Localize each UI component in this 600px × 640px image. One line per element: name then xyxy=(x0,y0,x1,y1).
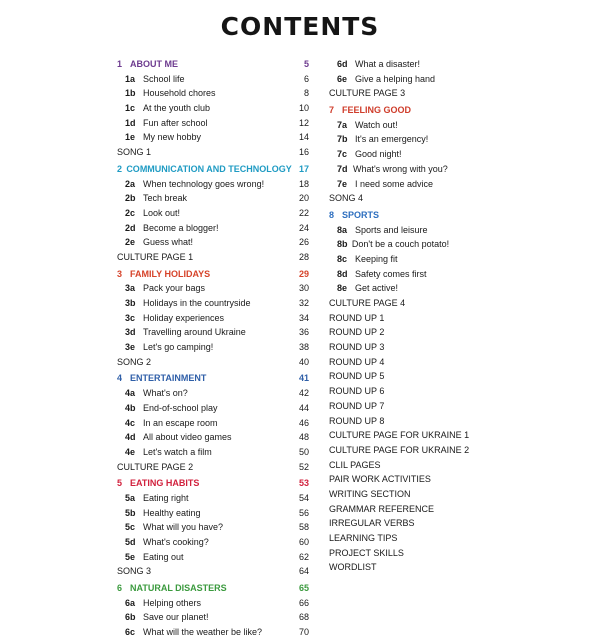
entry-title: ROUND UP 6 xyxy=(329,386,385,397)
section-entry[interactable] xyxy=(329,296,469,311)
entry-title: ABOUT ME xyxy=(130,59,178,69)
lesson-code: 5d xyxy=(125,537,136,547)
lesson-code: 7d xyxy=(337,163,348,174)
lesson-entry[interactable] xyxy=(117,101,309,116)
section-entry[interactable] xyxy=(329,458,469,473)
section-entry[interactable] xyxy=(329,355,469,370)
entry-title: CULTURE PAGE 1 xyxy=(117,251,194,262)
entry-title: CLIL PAGES xyxy=(329,459,381,470)
unit-heading[interactable] xyxy=(117,162,309,177)
contents-column-left xyxy=(117,57,309,640)
page-number: 8 xyxy=(303,88,309,99)
section-entry[interactable] xyxy=(329,311,469,326)
lesson-entry[interactable] xyxy=(329,252,469,267)
page-number: 24 xyxy=(298,222,309,233)
page-number: 42 xyxy=(298,388,309,399)
entry-title: Save our planet! xyxy=(143,612,209,623)
lesson-entry[interactable] xyxy=(117,596,309,611)
page-title: CONTENTS xyxy=(220,12,380,41)
section-entry[interactable] xyxy=(329,325,469,340)
page-number: 48 xyxy=(298,432,309,443)
entry-title: When technology goes wrong! xyxy=(143,178,265,189)
entry-title: LEARNING TIPS xyxy=(329,533,398,543)
lesson-code: 8a xyxy=(337,224,348,235)
entry-title: CULTURE PAGE FOR UKRAINE 1 xyxy=(329,430,470,441)
entry-title: Eating right xyxy=(143,492,189,503)
page-number: 44 xyxy=(298,402,309,413)
entry-title: What a disaster! xyxy=(355,59,421,69)
section-entry[interactable] xyxy=(329,428,469,443)
entry-title: Become a blogger! xyxy=(143,222,219,233)
entry-title: Pack your bags xyxy=(143,283,206,294)
entry-title: What will you have? xyxy=(143,522,224,533)
entry-title: In an escape room xyxy=(143,417,218,428)
lesson-entry[interactable] xyxy=(117,386,309,401)
entry-title: All about video games xyxy=(143,432,232,443)
lesson-entry[interactable] xyxy=(329,162,469,177)
entry-title: Household chores xyxy=(143,88,216,99)
unit-heading[interactable] xyxy=(117,371,309,386)
lesson-code: 8c xyxy=(337,253,348,264)
lesson-entry[interactable] xyxy=(117,130,309,145)
unit-heading[interactable] xyxy=(117,57,309,72)
unit-number: 7 xyxy=(329,105,335,116)
lesson-code: 7c xyxy=(337,149,348,160)
lesson-entry[interactable] xyxy=(117,430,309,445)
section-entry[interactable] xyxy=(117,250,309,265)
section-entry[interactable] xyxy=(329,546,469,561)
entry-title: Healthy eating xyxy=(143,507,201,518)
lesson-code: 1e xyxy=(125,132,136,143)
entry-title: ROUND UP 7 xyxy=(329,400,385,411)
entry-title: Keeping fit xyxy=(355,253,398,264)
page-number: 29 xyxy=(298,268,309,279)
lesson-entry[interactable] xyxy=(329,57,469,72)
unit-heading[interactable] xyxy=(117,267,309,282)
page-number: 68 xyxy=(298,612,309,623)
section-entry[interactable] xyxy=(329,191,469,206)
lesson-code: 6b xyxy=(125,612,136,623)
entry-title: Holiday experiences xyxy=(143,312,225,323)
entry-title: ROUND UP 3 xyxy=(329,342,385,353)
lesson-code: 4b xyxy=(125,402,136,413)
contents-column-right xyxy=(329,57,469,575)
entry-title: PAIR WORK ACTIVITIES xyxy=(329,474,431,485)
lesson-entry[interactable] xyxy=(117,296,309,311)
page-number: 17 xyxy=(298,163,309,174)
section-entry[interactable] xyxy=(329,472,469,487)
page-number: 36 xyxy=(298,327,309,338)
lesson-entry[interactable] xyxy=(117,86,309,101)
section-entry[interactable] xyxy=(117,355,309,370)
entry-title: SONG 2 xyxy=(117,356,152,367)
lesson-entry[interactable] xyxy=(329,267,469,282)
lesson-entry[interactable] xyxy=(117,191,309,206)
entry-title: Tech break xyxy=(143,193,188,204)
lesson-entry[interactable] xyxy=(117,177,309,192)
lesson-code: 1a xyxy=(125,73,136,84)
entry-title: At the youth club xyxy=(143,103,211,114)
page-number: 28 xyxy=(298,251,309,262)
unit-number: 4 xyxy=(117,373,123,384)
entry-title: Get active! xyxy=(355,283,399,294)
lesson-code: 2c xyxy=(125,207,136,218)
section-entry[interactable] xyxy=(329,399,469,414)
lesson-entry[interactable] xyxy=(329,147,469,162)
lesson-code: 2a xyxy=(125,178,136,189)
lesson-entry[interactable] xyxy=(117,72,309,87)
lesson-entry[interactable] xyxy=(117,235,309,250)
lesson-code: 8e xyxy=(337,283,348,294)
lesson-entry[interactable] xyxy=(117,610,309,625)
page-number: 38 xyxy=(298,342,309,353)
entry-title: Safety comes first xyxy=(355,268,427,279)
lesson-entry[interactable] xyxy=(329,281,469,296)
entry-title: ROUND UP 5 xyxy=(329,371,385,382)
page-number: 32 xyxy=(298,298,309,308)
page-number: 70 xyxy=(298,627,309,638)
entry-title: ROUND UP 1 xyxy=(329,312,385,323)
lesson-entry[interactable] xyxy=(117,325,309,340)
lesson-code: 5a xyxy=(125,492,136,503)
lesson-entry[interactable] xyxy=(117,520,309,535)
lesson-entry[interactable] xyxy=(329,237,469,252)
lesson-code: 3d xyxy=(125,327,136,338)
entry-title: PROJECT SKILLS xyxy=(329,547,404,558)
lesson-code: 6a xyxy=(125,597,136,608)
lesson-entry[interactable] xyxy=(329,177,469,192)
page-number: 58 xyxy=(298,522,309,533)
entry-title: Eating out xyxy=(143,551,184,562)
section-entry[interactable] xyxy=(329,443,469,458)
lesson-entry[interactable] xyxy=(329,223,469,238)
lesson-code: 5e xyxy=(125,551,136,562)
lesson-code: 4e xyxy=(125,446,136,457)
page-number: 18 xyxy=(298,178,309,189)
section-entry[interactable] xyxy=(329,384,469,399)
page-number: 66 xyxy=(298,597,309,608)
lesson-code: 3e xyxy=(125,342,136,353)
page-number: 64 xyxy=(298,566,309,577)
entry-title: FAMILY HOLIDAYS xyxy=(130,268,211,279)
entry-title: End-of-school play xyxy=(143,402,218,413)
lesson-entry[interactable] xyxy=(117,340,309,355)
lesson-code: 4c xyxy=(125,417,136,428)
lesson-code: 3b xyxy=(125,298,136,308)
unit-heading[interactable] xyxy=(329,208,469,223)
entry-title: Good night! xyxy=(355,149,402,160)
entry-title: Travelling around Ukraine xyxy=(143,327,246,338)
entry-title: Helping others xyxy=(143,597,202,608)
page-number: 10 xyxy=(298,103,309,114)
section-entry[interactable] xyxy=(117,145,309,160)
page-number: 5 xyxy=(303,59,309,69)
section-entry[interactable] xyxy=(329,340,469,355)
page-number: 41 xyxy=(298,373,309,384)
lesson-entry[interactable] xyxy=(117,206,309,221)
entry-title: ROUND UP 8 xyxy=(329,415,385,426)
entry-title: WRITING SECTION xyxy=(329,488,411,499)
entry-title: CULTURE PAGE 3 xyxy=(329,88,406,99)
entry-title: Give a helping hand xyxy=(355,73,436,84)
lesson-entry[interactable] xyxy=(117,535,309,550)
lesson-code: 5b xyxy=(125,507,136,518)
lesson-entry[interactable] xyxy=(329,72,469,87)
entry-title: Let's watch a film xyxy=(143,446,212,457)
entry-title: GRAMMAR REFERENCE xyxy=(329,503,435,514)
page-number: 6 xyxy=(303,73,309,84)
entry-title: I need some advice xyxy=(355,178,434,189)
page-number: 53 xyxy=(298,478,309,489)
page-number: 14 xyxy=(298,132,309,143)
lesson-code: 7b xyxy=(337,134,348,145)
entry-title: CULTURE PAGE FOR UKRAINE 2 xyxy=(329,444,470,455)
entry-title: CULTURE PAGE 4 xyxy=(329,298,406,308)
page-number: 26 xyxy=(298,237,309,248)
entry-title: It's an emergency! xyxy=(355,134,429,145)
page-number: 34 xyxy=(298,312,309,323)
entry-title: SONG 3 xyxy=(117,566,152,577)
unit-number: 5 xyxy=(117,478,123,489)
unit-number: 8 xyxy=(329,209,335,220)
lesson-entry[interactable] xyxy=(117,311,309,326)
entry-title: My new hobby xyxy=(143,132,202,143)
section-entry[interactable] xyxy=(329,369,469,384)
unit-number: 2 xyxy=(117,163,123,174)
section-entry[interactable] xyxy=(329,86,469,101)
entry-title: COMMUNICATION AND TECHNOLOGY xyxy=(126,163,292,174)
lesson-code: 7e xyxy=(337,178,348,189)
entry-title: ENTERTAINMENT xyxy=(130,373,207,384)
unit-number: 3 xyxy=(117,268,123,279)
entry-title: Let's go camping! xyxy=(143,342,214,353)
entry-title: ROUND UP 4 xyxy=(329,356,385,367)
page-number: 60 xyxy=(298,537,309,547)
lesson-code: 1b xyxy=(125,88,136,99)
lesson-code: 4d xyxy=(125,432,136,443)
entry-title: What will the weather be like? xyxy=(143,627,263,638)
page-number: 22 xyxy=(298,207,309,218)
lesson-code: 2d xyxy=(125,222,136,233)
lesson-code: 5c xyxy=(125,522,136,533)
lesson-code: 8b xyxy=(337,239,348,250)
page-number: 54 xyxy=(298,492,309,503)
page-number: 50 xyxy=(298,446,309,457)
page-number: 12 xyxy=(298,117,309,128)
section-entry[interactable] xyxy=(117,564,309,579)
unit-heading[interactable] xyxy=(329,103,469,118)
lesson-code: 7a xyxy=(337,119,348,130)
page-number: 46 xyxy=(298,417,309,428)
lesson-code: 3c xyxy=(125,312,136,323)
lesson-entry[interactable] xyxy=(329,132,469,147)
section-entry[interactable] xyxy=(117,460,309,475)
lesson-entry[interactable] xyxy=(117,550,309,565)
entry-title: Sports and leisure xyxy=(355,224,428,235)
entry-title: SONG 1 xyxy=(117,147,152,158)
lesson-entry[interactable] xyxy=(117,491,309,506)
entry-title: SONG 4 xyxy=(329,193,364,204)
page-number: 62 xyxy=(298,551,309,562)
entry-title: Fun after school xyxy=(143,117,208,128)
lesson-code: 2e xyxy=(125,237,136,248)
page-number: 56 xyxy=(298,507,309,518)
entry-title: Look out! xyxy=(143,207,181,218)
unit-number: 6 xyxy=(117,583,123,594)
entry-title: CULTURE PAGE 2 xyxy=(117,461,194,472)
entry-title: What's wrong with you? xyxy=(352,163,448,174)
entry-title: What's cooking? xyxy=(143,537,209,547)
section-entry[interactable] xyxy=(329,560,469,575)
unit-heading[interactable] xyxy=(117,476,309,491)
lesson-entry[interactable] xyxy=(117,445,309,460)
lesson-code: 1c xyxy=(125,103,136,114)
lesson-code: 8d xyxy=(337,268,348,279)
lesson-entry[interactable] xyxy=(117,221,309,236)
entry-title: EATING HABITS xyxy=(130,478,200,489)
lesson-code: 4a xyxy=(125,388,136,399)
entry-title: WORDLIST xyxy=(329,562,377,573)
page-number: 16 xyxy=(298,147,309,158)
entry-title: Don't be a couch potato! xyxy=(351,239,450,250)
lesson-entry[interactable] xyxy=(117,625,309,640)
section-entry[interactable] xyxy=(329,516,469,531)
entry-title: NATURAL DISASTERS xyxy=(130,583,227,594)
entry-title: IRREGULAR VERBS xyxy=(329,518,415,529)
lesson-code: 2b xyxy=(125,193,136,204)
lesson-entry[interactable] xyxy=(117,401,309,416)
section-entry[interactable] xyxy=(329,531,469,546)
page-number: 65 xyxy=(298,583,309,594)
entry-title: Holidays in the countryside xyxy=(143,298,251,308)
entry-title: School life xyxy=(143,73,185,84)
entry-title: Watch out! xyxy=(355,119,398,130)
lesson-code: 6c xyxy=(125,627,136,638)
unit-number: 1 xyxy=(117,59,123,69)
section-entry[interactable] xyxy=(329,414,469,429)
entry-title: Guess what! xyxy=(143,237,194,248)
section-entry[interactable] xyxy=(329,502,469,517)
page-number: 30 xyxy=(298,283,309,294)
page-number: 40 xyxy=(298,356,309,367)
entry-title: SPORTS xyxy=(342,209,380,220)
lesson-entry[interactable] xyxy=(117,281,309,296)
page-number: 20 xyxy=(298,193,309,204)
entry-title: FEELING GOOD xyxy=(342,105,412,116)
entry-title: What's on? xyxy=(143,388,188,399)
entry-title: ROUND UP 2 xyxy=(329,327,385,338)
lesson-code: 6d xyxy=(337,59,348,69)
lesson-code: 6e xyxy=(337,73,348,84)
section-entry[interactable] xyxy=(329,487,469,502)
lesson-code: 1d xyxy=(125,117,136,128)
lesson-entry[interactable] xyxy=(117,506,309,521)
lesson-entry[interactable] xyxy=(117,116,309,131)
page-number: 52 xyxy=(298,461,309,472)
lesson-entry[interactable] xyxy=(329,118,469,133)
lesson-entry[interactable] xyxy=(117,416,309,431)
unit-heading[interactable] xyxy=(117,581,309,596)
lesson-code: 3a xyxy=(125,283,136,294)
